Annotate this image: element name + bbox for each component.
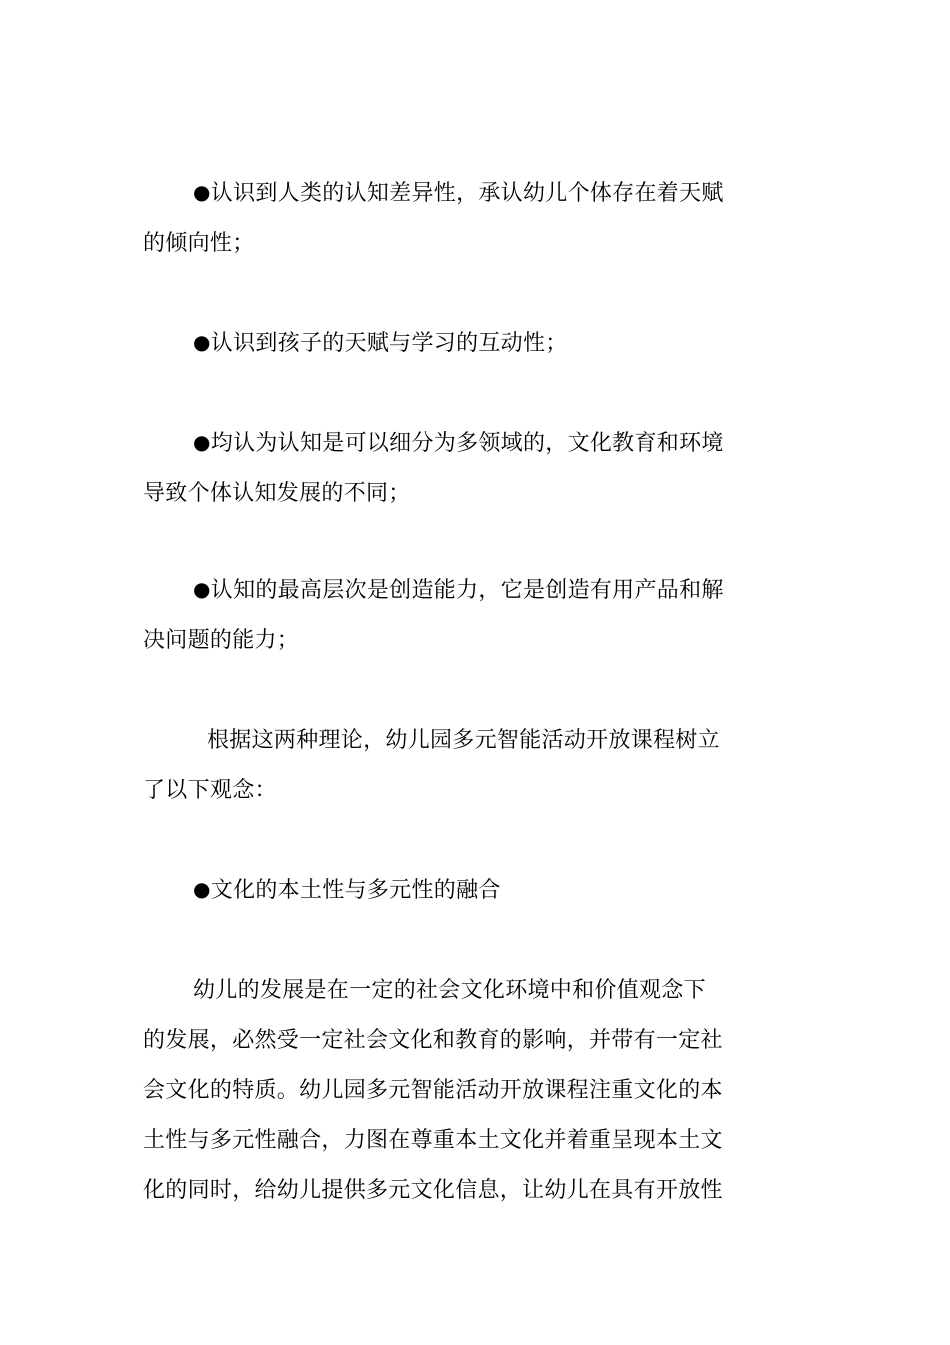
bullet-paragraph-4 [143, 564, 753, 666]
text-paragraph-theory [143, 716, 753, 816]
paragraph-line: 认识到孩子的天赋与学习的互动性； [210, 331, 568, 356]
bullet-paragraph-1 [143, 167, 753, 269]
paragraph-line: 认识到人类的认知差异性，承认幼儿个体存在着天赋 [210, 181, 724, 206]
bullet-dot: ● [193, 577, 211, 601]
bullet-paragraph-2 [143, 317, 753, 369]
paragraph-line: 均认为认知是可以细分为多领域的，文化教育和环境 [210, 431, 724, 456]
bullet-paragraph-5 [143, 864, 753, 916]
paragraph-line: 会文化的特质。幼儿园多元智能活动开放课程注重文化的本 [143, 1078, 723, 1103]
paragraph-line: 幼儿的发展是在一定的社会文化环境中和价值观念下 [193, 978, 706, 1003]
bullet-dot: ● [193, 180, 211, 204]
paragraph-line: 根据这两种理论，幼儿园多元智能活动开放课程树立 [207, 728, 720, 753]
bullet-paragraph-3 [143, 417, 753, 519]
paragraph-line: 化的同时，给幼儿提供多元文化信息，让幼儿在具有开放性 [143, 1178, 723, 1203]
paragraph-line: 的发展，必然受一定社会文化和教育的影响，并带有一定社 [143, 1028, 723, 1053]
paragraph-line: 了以下观念： [143, 778, 277, 803]
paragraph-line: 土性与多元性融合，力图在尊重本土文化并着重呈现本土文 [143, 1128, 723, 1153]
bullet-dot: ● [193, 330, 211, 354]
text-paragraph-culture [143, 966, 753, 1216]
paragraph-line: 决问题的能力； [143, 628, 300, 653]
paragraph-line: 的倾向性； [143, 231, 255, 256]
paragraph-line: 文化的本土性与多元性的融合 [210, 878, 501, 903]
paragraph-line: 导致个体认知发展的不同； [143, 481, 411, 506]
bullet-dot: ● [193, 877, 211, 901]
paragraph-line: 认知的最高层次是创造能力，它是创造有用产品和解 [210, 578, 724, 603]
bullet-dot: ● [193, 430, 211, 454]
